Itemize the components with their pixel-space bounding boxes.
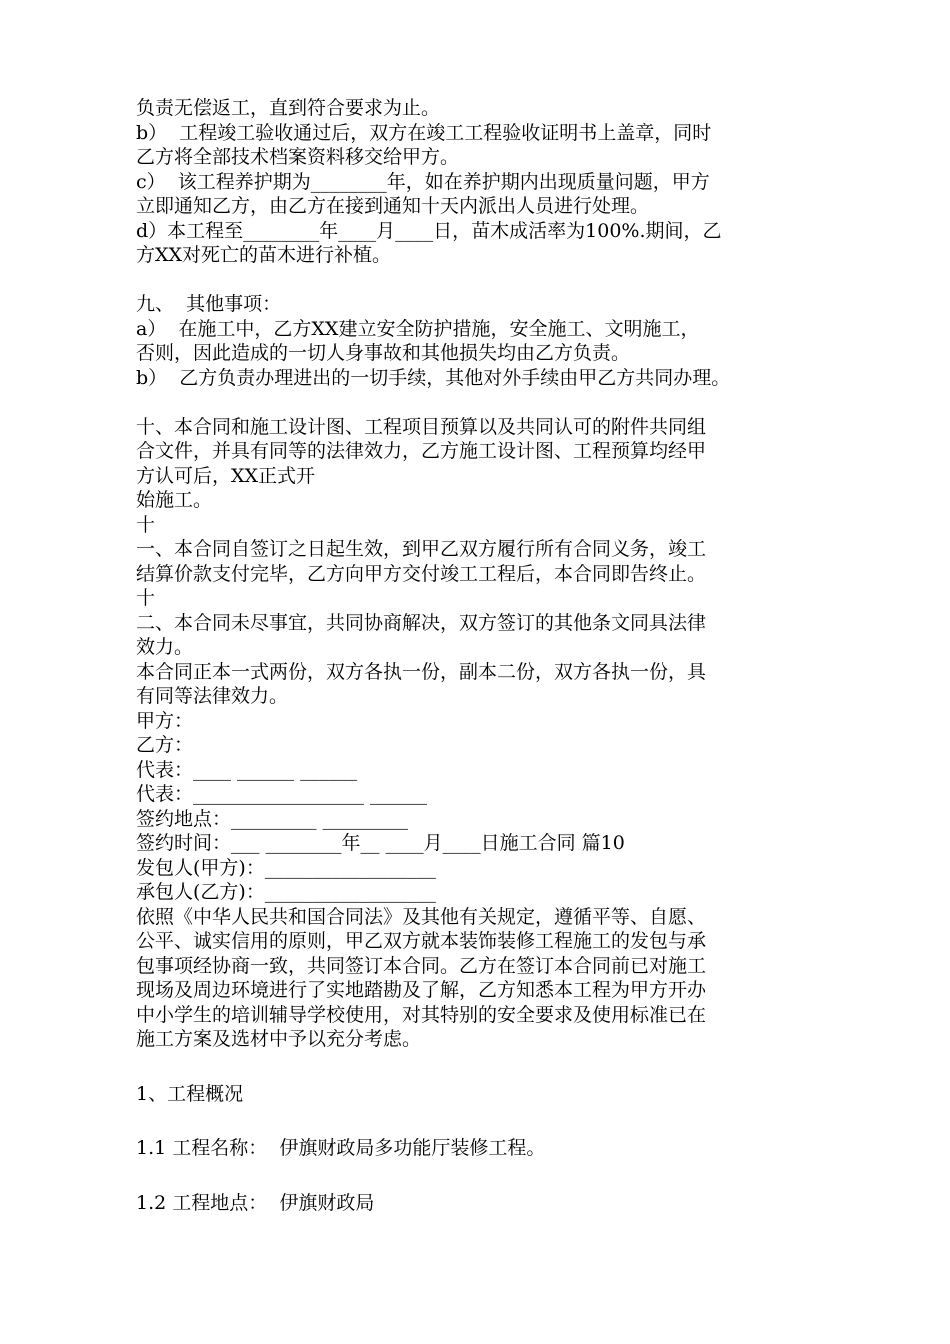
blank-line [136,1052,836,1082]
signature-representative: 代表：__________________ ______ [136,783,428,805]
text-line: 依照《中华人民共和国合同法》及其他有关规定，遵循平等、自愿、 [136,905,707,928]
text-line: d）本工程至________年____月____日，苗木成活率为100%.期间，乙 [136,219,722,242]
text-line: 公平、诚实信用的原则，甲乙双方就本装饰装修工程施工的发包与承 [136,930,707,952]
text-line: b） 工程竣工验收通过后，双方在竣工工程验收证明书上盖章，同时 [136,121,712,144]
text-line: 中小学生的培训辅导学校使用，对其特别的安全要求及使用标准已在 [136,1003,707,1026]
text-line: 二、本合同未尽事宜，共同协商解决，双方签订的其他条文同具法律 [136,611,707,634]
signing-time: 签约时间：___ ________年__ ____月____日施工合同 篇10 [136,832,625,854]
text-line: 现场及周边环境进行了实地踏勘及了解，乙方知悉本工程为甲方开办 [136,979,707,1001]
text-line: 施工方案及选材中予以充分考虑。 [136,1028,422,1050]
section-heading: 九、 其他事项： [136,293,282,315]
text-line: 结算价款支付完毕，乙方向甲方交付竣工工程后，本合同即告终止。 [136,562,707,585]
contractor-field: 承包人(乙方)：__________________ [136,881,436,903]
project-location: 1.2 工程地点： 伊旗财政局 [136,1191,375,1214]
text-line: 合文件，并具有同等的法律效力，乙方施工设计图、工程预算均经甲 [136,440,707,462]
text-line: 效力。 [136,636,194,658]
text-line: 十 [136,513,156,536]
text-line: 有同等法律效力。 [136,685,289,707]
text-line: 方认可后，XX正式开 [136,464,316,487]
signature-party-b: 乙方： [136,734,194,756]
text-line: 负责无偿返工，直到符合要求为止。 [136,97,441,119]
text-line: 方XX对死亡的苗木进行补植。 [136,244,392,266]
text-line: 否则，因此造成的一切人身事故和其他损失均由乙方负责。 [136,342,631,364]
employer-field: 发包人(甲方)：__________________ [136,856,436,879]
text-line: 乙方将全部技术档案资料移交给甲方。 [136,146,460,168]
text-line: a） 在施工中，乙方XX建立安全防护措施，安全施工、文明施工， [136,317,700,340]
text-line: 始施工。 [136,489,213,511]
signing-place: 签约地点：_________ _________ [136,807,409,830]
blank-line [136,390,836,415]
text-line: 包事项经协商一致，共同签订本合同。乙方在签订本合同前已对施工 [136,954,707,977]
section-heading: 1、工程概况 [136,1082,244,1105]
text-line: 立即通知乙方，由乙方在接到通知十天内派出人员进行处理。 [136,195,650,217]
blank-line [136,1161,836,1191]
project-name: 1.1 工程名称： 伊旗财政局多功能厅装修工程。 [136,1137,546,1159]
blank-line [136,1106,836,1136]
signature-representative: 代表：____ ______ ______ [136,758,358,781]
text-line: b） 乙方负责办理进出的一切手续，其他对外手续由甲乙方共同办理。 [136,366,731,389]
text-line: 十、本合同和施工设计图、工程项目预算以及共同认可的附件共同组 [136,415,707,438]
text-line: 本合同正本一式两份，双方各执一份，副本二份，双方各执一份，具 [136,660,707,683]
document-page [136,96,836,1215]
blank-line [136,268,836,293]
text-line: c） 该工程养护期为________年，如在养护期内出现质量问题，甲方 [136,170,710,193]
text-line: 十 [136,587,156,609]
signature-party-a: 甲方： [136,709,194,732]
text-line: 一、本合同自签订之日起生效，到甲乙双方履行所有合同义务，竣工 [136,538,707,560]
